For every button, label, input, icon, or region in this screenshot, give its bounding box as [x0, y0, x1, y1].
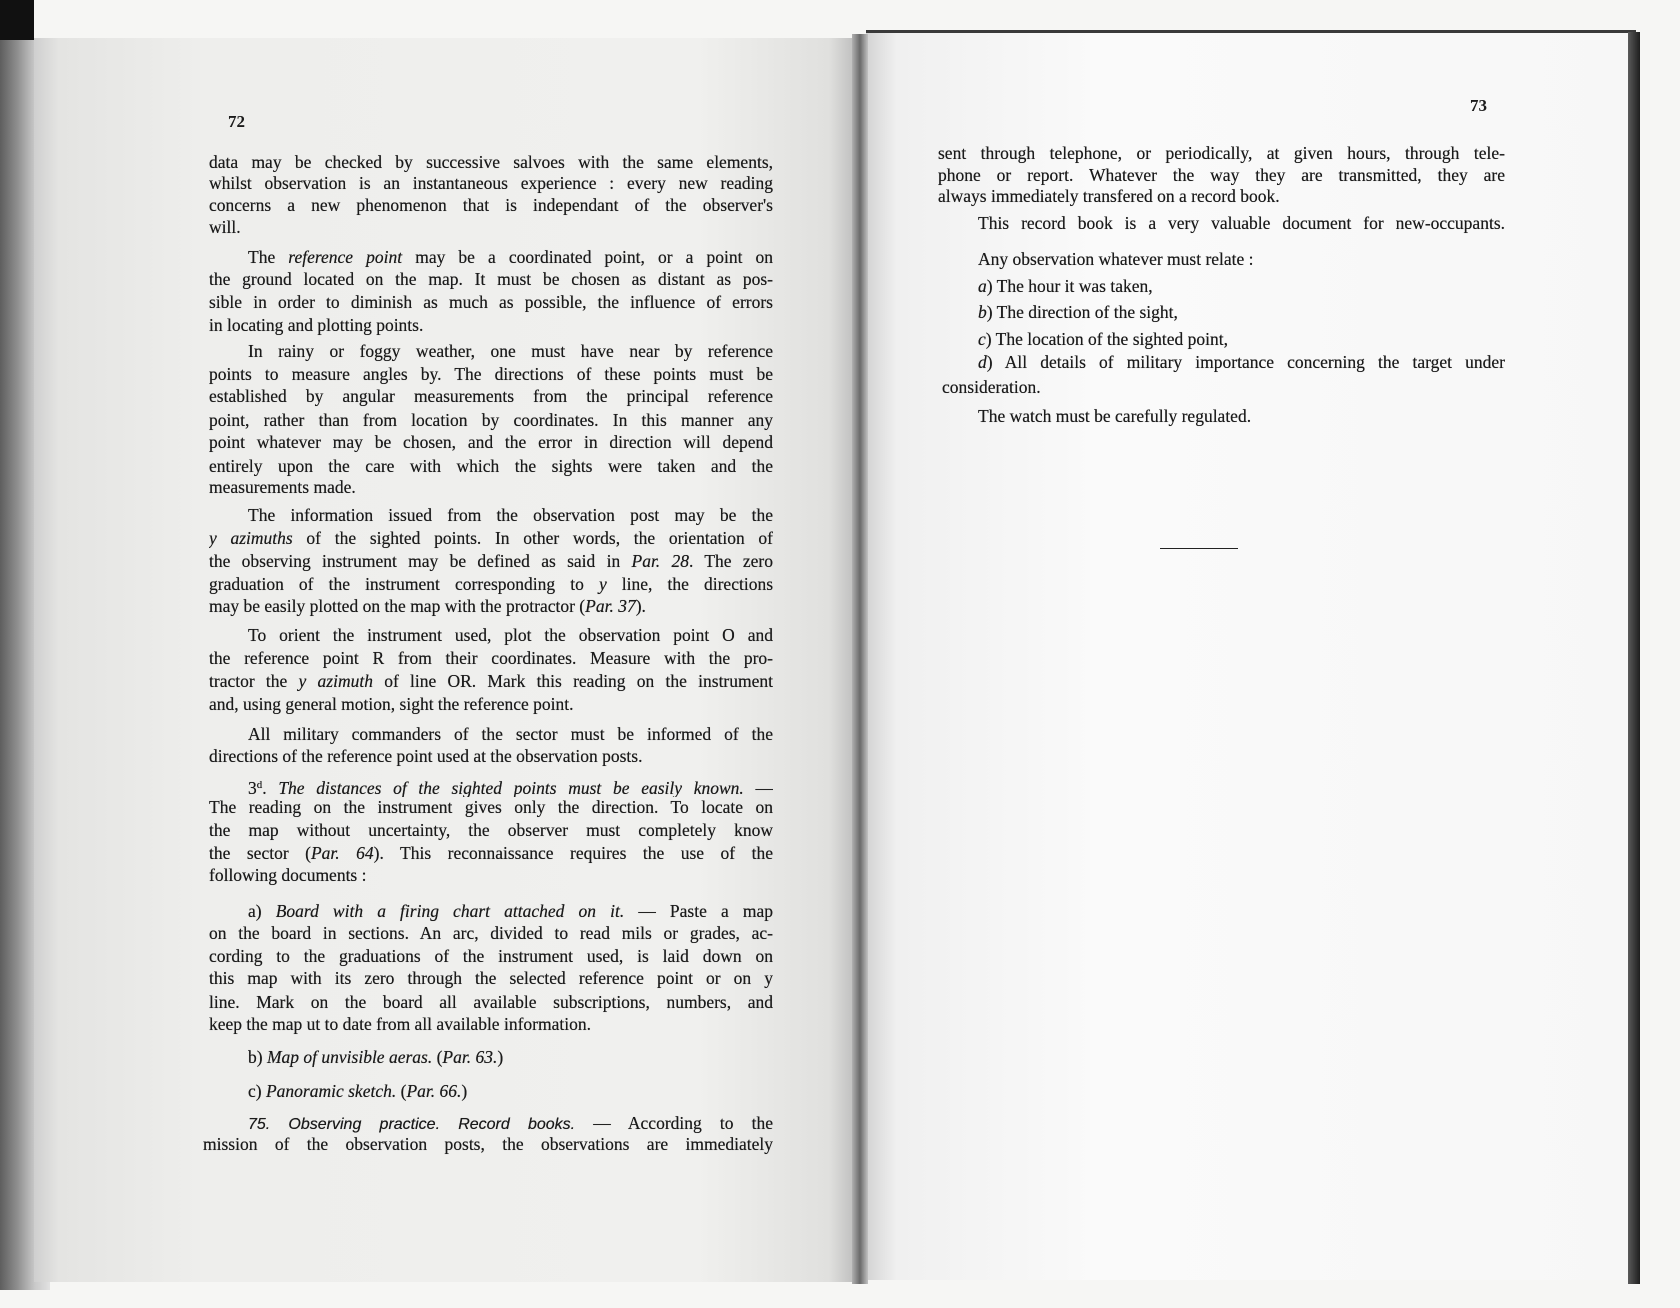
line-text: consideration.	[942, 377, 1041, 397]
line-text: on the board in sections. An arc, divided to read mils or grades, ac-	[209, 923, 773, 943]
text-line	[209, 385, 773, 408]
text-line	[248, 1080, 773, 1103]
list-marker: d	[978, 352, 987, 372]
text-line	[209, 268, 773, 291]
section-separator-rule	[1160, 548, 1238, 549]
line-text: — Paste a map	[624, 901, 773, 921]
line-text: concerns a new phenomenon that is independant of the observer's	[209, 195, 773, 215]
line-text: The	[248, 247, 289, 267]
line-text: phone or report. Whatever the way they are transmitted, they are	[938, 165, 1505, 185]
line-text: line. Mark on the board all available subscriptions, numbers, and	[209, 992, 773, 1012]
text-line	[203, 1133, 773, 1156]
line-text: .	[262, 778, 279, 797]
text-line	[209, 864, 773, 887]
line-text: the observing instrument may be defined as said in	[209, 551, 632, 571]
text-line	[248, 900, 773, 923]
line-text: Any observation whatever must relate :	[978, 249, 1254, 269]
line-text: ) The location of the sighted point,	[985, 329, 1228, 349]
text-line	[209, 595, 773, 618]
text-line	[248, 774, 773, 797]
line-text: data may be checked by successive salvoes with the same elements,	[209, 152, 773, 172]
italic-heading: The distances of the sighted points must be easily known.	[278, 778, 744, 797]
text-line	[209, 647, 773, 670]
line-text: ) The hour it was taken,	[986, 276, 1153, 296]
line-text: This record book is a very valuable document for new-occupants.	[978, 213, 1505, 233]
text-line	[248, 504, 773, 527]
line-text: the sector (	[209, 843, 311, 863]
line-text: the reference point R from their coordinates. Measure with the pro-	[209, 648, 773, 668]
line-text: —	[743, 778, 773, 797]
italic-heading: Board with a firing chart attached on it.	[275, 901, 625, 921]
text-line	[209, 670, 773, 693]
text-line	[978, 248, 1505, 271]
text-line	[209, 796, 773, 819]
list-item	[978, 328, 1505, 351]
text-line	[209, 527, 773, 550]
book-cover-edge	[1628, 32, 1640, 1284]
text-line	[248, 1112, 773, 1135]
italic-text: y	[598, 574, 607, 594]
superscript-text: d	[256, 779, 263, 791]
list-item	[978, 301, 1505, 324]
line-text: the ground located on the map. It must be chosen as distant as pos-	[209, 269, 773, 289]
list-marker: a	[978, 276, 987, 296]
line-text: ) All details of military importance concerning the target under	[986, 352, 1505, 372]
page-number-left: 72	[228, 112, 245, 131]
text-line	[209, 455, 773, 478]
line-text: ).	[635, 596, 646, 616]
line-text: The information issued from the observation post may be the	[248, 505, 773, 525]
line-text: of line OR. Mark this reading on the instrument	[372, 671, 773, 691]
line-text: in locating and plotting points.	[209, 315, 424, 335]
italic-text: Par. 28	[631, 551, 689, 571]
line-text: keep the map ut to date from all available information.	[209, 1014, 591, 1034]
book-spine-shadow	[852, 34, 868, 1284]
line-text: The reading on the instrument gives only the direction. To locate on	[209, 797, 773, 817]
text-line	[209, 550, 773, 573]
list-item	[978, 275, 1505, 298]
line-text: always immediately transfered on a record book.	[938, 186, 1280, 206]
line-text: In rainy or foggy weather, one must have near by reference	[248, 341, 773, 361]
line-text: points to measure angles by. The directions of these points must be	[209, 364, 773, 384]
list-item	[978, 351, 1505, 374]
text-line	[248, 246, 773, 269]
text-line	[209, 967, 773, 990]
text-line	[209, 314, 773, 337]
line-text: (	[432, 1047, 443, 1067]
line-text: established by angular measurements from the principal reference	[209, 386, 773, 406]
line-text: graduation of the instrument corresponding to	[209, 574, 599, 594]
text-line	[938, 164, 1505, 187]
text-line	[209, 172, 773, 195]
line-text: To orient the instrument used, plot the observation point O and	[248, 625, 773, 645]
line-text: tractor the	[209, 671, 299, 691]
line-text: a)	[248, 901, 276, 921]
line-text: directions of the reference point used at the observation posts.	[209, 746, 643, 766]
line-text: may be easily plotted on the map with the protractor (	[209, 596, 586, 616]
text-line	[209, 194, 773, 217]
text-line	[209, 693, 773, 716]
italic-text: y azimuths	[209, 528, 293, 548]
line-text: 3	[248, 778, 257, 797]
text-line	[209, 409, 773, 432]
line-text: c)	[248, 1081, 266, 1101]
text-line	[209, 363, 773, 386]
text-line	[209, 216, 773, 239]
line-text: cording to the graduations of the instrument used, is laid down on	[209, 946, 773, 966]
line-text: b)	[248, 1047, 267, 1067]
text-line	[248, 723, 773, 746]
line-text: this map with its zero through the selected reference point or on y	[209, 968, 773, 988]
line-text: point whatever may be chosen, and the error in direction will depend	[209, 432, 773, 452]
line-text: (	[396, 1081, 407, 1101]
text-line	[209, 431, 773, 454]
line-text: mission of the observation posts, the observations are immediately	[203, 1134, 773, 1154]
line-text: point, rather than from location by coordinates. In this manner any	[209, 410, 773, 430]
line-text: line, the directions	[606, 574, 773, 594]
italic-heading: Map of unvisible aeras.	[266, 1047, 433, 1067]
italic-text: Par. 63.	[442, 1047, 498, 1067]
text-line	[209, 151, 773, 174]
text-line	[209, 745, 773, 768]
line-text: )	[461, 1081, 468, 1101]
line-text: following documents :	[209, 865, 367, 885]
text-line	[209, 291, 773, 314]
line-text: The watch must be carefully regulated.	[978, 406, 1252, 426]
line-text: may be a coordinated point, or a point on	[402, 247, 773, 267]
text-line	[248, 1046, 773, 1069]
text-line	[209, 819, 773, 842]
line-text: — According to the	[575, 1113, 773, 1133]
text-line	[209, 922, 773, 945]
list-marker: c	[978, 329, 986, 349]
text-line	[209, 573, 773, 596]
line-text: and, using general motion, sight the reference point.	[209, 694, 574, 714]
italic-text: reference point	[288, 247, 403, 267]
line-text: will.	[209, 217, 241, 237]
line-text: measurements made.	[209, 477, 356, 497]
italic-text: y azimuth	[298, 671, 373, 691]
text-line	[209, 842, 773, 865]
line-text: the map without uncertainty, the observer must completely know	[209, 820, 773, 840]
text-line	[248, 624, 773, 647]
italic-text: Par. 64	[310, 843, 374, 863]
section-heading: 75. Observing practice. Record books.	[248, 1116, 576, 1133]
line-text: sent through telephone, or periodically, at given hours, through tele-	[938, 143, 1505, 163]
text-line	[248, 340, 773, 363]
line-text: . The zero	[689, 551, 773, 571]
text-line	[209, 476, 773, 499]
italic-heading: Panoramic sketch.	[265, 1081, 397, 1101]
italic-text: Par. 66.	[406, 1081, 462, 1101]
line-text: of the sighted points. In other words, the orientation of	[292, 528, 773, 548]
italic-text: Par. 37	[585, 596, 636, 616]
text-line	[978, 212, 1505, 235]
line-text: entirely upon the care with which the sights were taken and the	[209, 456, 773, 476]
text-line	[942, 376, 1509, 399]
line-text: All military commanders of the sector must be informed of the	[248, 724, 773, 744]
page-number-right: 73	[1470, 96, 1487, 115]
line-text: sible in order to diminish as much as possible, the influence of errors	[209, 292, 773, 312]
line-text: )	[497, 1047, 504, 1067]
text-line	[209, 991, 773, 1014]
line-text: whilst observation is an instantaneous experience : every new reading	[209, 173, 773, 193]
text-line	[209, 1013, 773, 1036]
line-text: ). This reconnaissance requires the use of the	[373, 843, 773, 863]
right-page-top-edge	[866, 30, 1636, 33]
line-text: ) The direction of the sight,	[986, 302, 1178, 322]
text-line	[209, 945, 773, 968]
text-line	[938, 185, 1505, 208]
list-marker: b	[978, 302, 987, 322]
text-line	[978, 405, 1505, 428]
text-line	[938, 142, 1505, 165]
